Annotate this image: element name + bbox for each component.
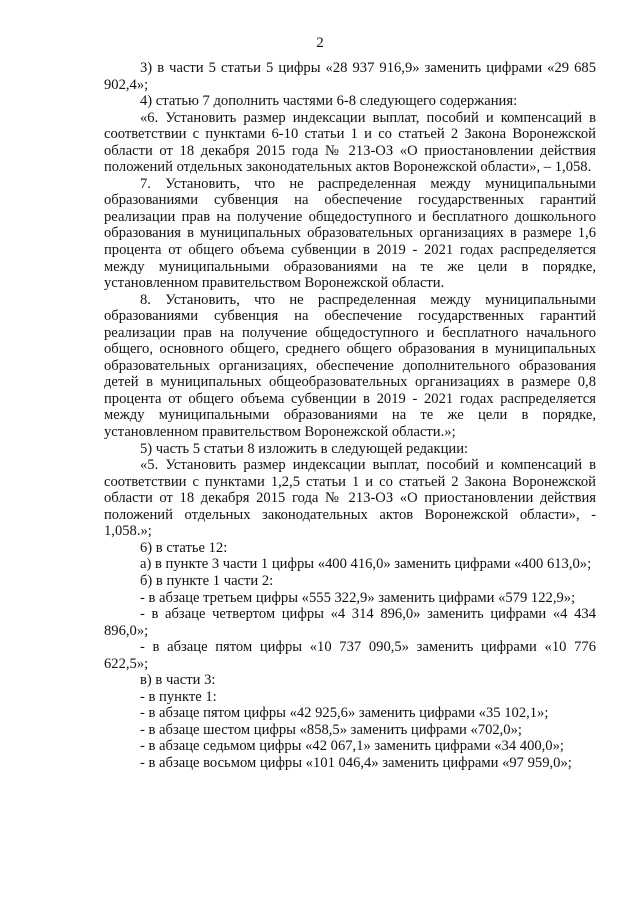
paragraph: 3) в части 5 статьи 5 цифры «28 937 916,9» заменить цифрами «29 685 902,4»; [104,60,596,93]
paragraph: 7. Установить, что не распределенная между муниципальными образованиями субвенция на обеспечение государственных гарантий реализации прав на получение общедоступного и бесплатного дошкольного образования в муниципальных образовательных организациях в размере 1,6 процента от общего объема субвенции в 2019 - 2021 годах распределяется между муниципальными образованиями на те же цели в порядке, установленном правительством Воронежской области. [104,175,596,292]
paragraph: «5. Установить размер индексации выплат, пособий и компенсаций в соответствии с пунктами 1,2,5 статьи 1 и со статьей 2 Закона Воронежской области от 18 декабря 2015 года № 213-ОЗ «О приостановлении действия положений отдельных законодательных актов Воронежской области», - 1,058.»; [104,457,596,540]
paragraph: 5) часть 5 статьи 8 изложить в следующей редакции: [140,440,469,457]
paragraph: - в пункте 1: [140,688,217,705]
document-body [104,60,596,772]
paragraph: 8. Установить, что не распределенная между муниципальными образованиями субвенция на обеспечение государственных гарантий реализации прав на получение общедоступного и бесплатного начального общего, основного общего, среднего общего образования в муниципальных образовательных организациях, обеспечение дополнительного образования детей в муниципальных общеобразовательных организациях в размере 0,8 процента от общего объема субвенции в 2019 - 2021 годах распределяется между муниципальными образованиями на те же цели в порядке, установленном правительством Воронежской области.»; [104,291,596,441]
paragraph: «6. Установить размер индексации выплат, пособий и компенсаций в соответствии с пунктами 6-10 статьи 1 и со статьей 2 Закона Воронежской области от 18 декабря 2015 года № 213-ОЗ «О приостановлении действия положений отдельных законодательных актов Воронежской области», – 1,058. [104,109,596,176]
paragraph: - в абзаце третьем цифры «555 322,9» заменить цифрами «579 122,9»; [140,589,576,606]
page-number: 2 [316,35,324,51]
paragraph: - в абзаце пятом цифры «10 737 090,5» заменить цифрами «10 776 622,5»; [104,639,596,672]
paragraph: 6) в статье 12: [140,539,228,556]
paragraph: - в абзаце четвертом цифры «4 314 896,0» заменить цифрами «4 434 896,0»; [104,606,596,639]
paragraph: 4) статью 7 дополнить частями 6-8 следующего содержания: [140,93,518,110]
paragraph: - в абзаце восьмом цифры «101 046,4» заменить цифрами «97 959,0»; [140,754,572,771]
paragraph: - в абзаце шестом цифры «858,5» заменить цифрами «702,0»; [140,721,522,738]
paragraph: в) в части 3: [140,672,216,689]
paragraph: а) в пункте 3 части 1 цифры «400 416,0» заменить цифрами «400 613,0»; [140,556,592,573]
paragraph: - в абзаце пятом цифры «42 925,6» заменить цифрами «35 102,1»; [140,705,549,722]
paragraph: б) в пункте 1 части 2: [140,572,274,589]
paragraph: - в абзаце седьмом цифры «42 067,1» заменить цифрами «34 400,0»; [140,738,564,755]
